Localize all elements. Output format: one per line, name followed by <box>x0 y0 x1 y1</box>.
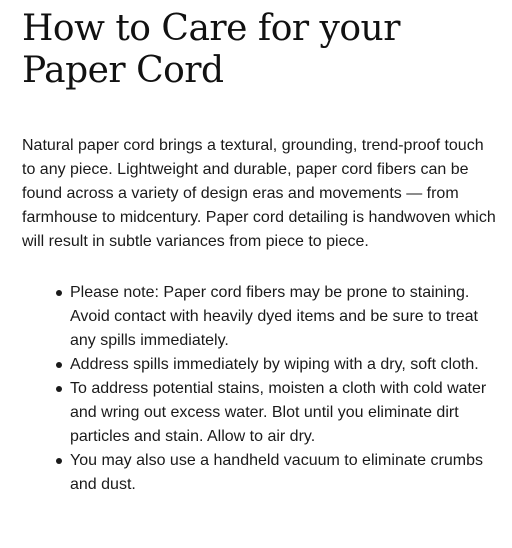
list-item <box>70 377 498 449</box>
list-item <box>70 449 498 497</box>
list-item-text: Please note: Paper cord fibers may be prone to staining. Avoid contact with heavily dyed items and be sure to treat any spills immediately. <box>70 284 478 349</box>
bullet-icon <box>56 458 62 464</box>
list-item <box>70 353 498 377</box>
list-item-text: To address potential stains, moisten a cloth with cold water and wring out excess water. Blot until you eliminate dirt particles and stain. Allow to air dry. <box>70 380 487 445</box>
bullet-icon <box>56 362 62 368</box>
list-item <box>70 281 498 353</box>
bullet-icon <box>56 290 62 296</box>
care-instructions-list <box>22 281 498 497</box>
page-title: How to Care for your Paper Cord <box>22 8 400 91</box>
intro-paragraph: Natural paper cord brings a textural, grounding, trend-proof touch to any piece. Lightweight and durable, paper cord fibers can be found across a variety of design eras and movements — from farmhouse to midcentury. Paper cord detailing is handwoven which will result in subtle variances from piece to piece. <box>22 137 496 250</box>
care-article <box>22 8 498 497</box>
list-item-text: You may also use a handheld vacuum to eliminate crumbs and dust. <box>70 452 483 493</box>
list-item-text: Address spills immediately by wiping with a dry, soft cloth. <box>70 356 479 373</box>
bullet-icon <box>56 386 62 392</box>
